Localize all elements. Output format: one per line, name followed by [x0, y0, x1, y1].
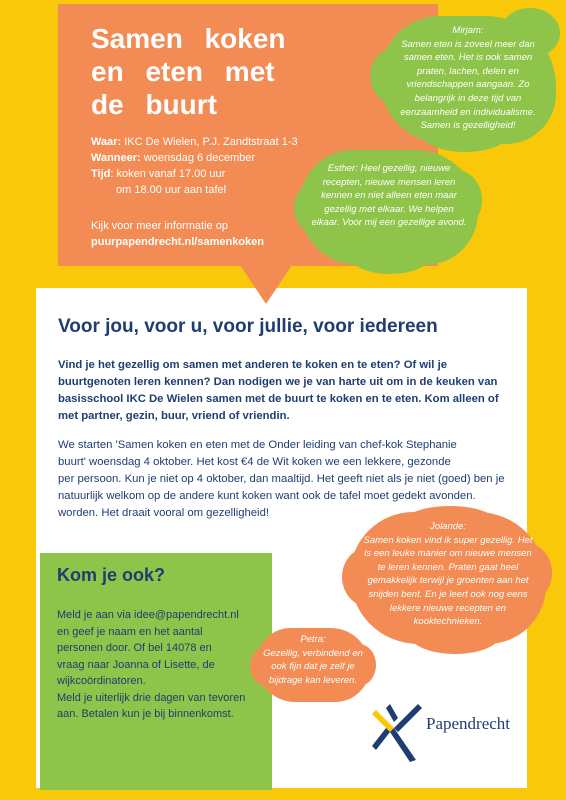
quote-text-jolande: Samen koken vind ik super gezellig. Het is een leuke manier om nieuwe mensen te leren kennen. Praten gaat heel gemakkelijk terwijl je groenten aan het snijden bent. En je leert ook nog eens lekkere nieuwe recepten en kooktechnieken. [363, 534, 533, 628]
join-line: en geef je naam en het aantal [57, 625, 203, 638]
info-link[interactable]: puurpapendrecht.nl/samenkoken [91, 236, 264, 248]
event-title: Samen koken en eten met de buurt [91, 23, 286, 120]
join-line: aan. Betalen kun je bij binnenkomst. [57, 708, 234, 720]
join-text [57, 607, 269, 723]
quote-cloud-jolande [350, 512, 546, 644]
body-line: We starten 'Samen koken en eten met de Onder leiding van chef-kok Stephanie [58, 439, 457, 451]
join-line: Meld je aan via idee@papendrecht.nl [57, 609, 239, 621]
intro-paragraph: Vind je het gezellig om samen met anderen te koken en te eten? Of wil je buurtgenoten leren kennen? Dan nodigen we je van harte uit om in de keuken van basisschool IKC De Wielen samen met de buurt te koken en te eten. Kom alleen of met partner, gezin, buur, vriend of vriendin. [58, 359, 499, 422]
join-line: Meld je uiterlijk drie dagen van tevoren [57, 691, 246, 704]
body-line: buurt' woensdag 4 oktober. Het kost €4 de Wit koken we een lekkere, gezonde [58, 456, 451, 468]
quote-text-mirjam: Samen eten is zoveel meer dan samen eten. Het is ook samen praten, lachen, delen en vriendschappen aangaan. Zo belangrijk in deze tijd van eenzaamheid en individualisme. Samen is gezelligheid! [400, 38, 536, 132]
join-line: personen door. Of bel 14078 en [57, 642, 212, 654]
logo-text: Papendrecht [426, 714, 511, 733]
papendrecht-logo [372, 700, 532, 772]
quote-author-jolande: Jolande: [430, 521, 466, 532]
when-label: Wanneer: [91, 152, 141, 164]
join-line: vraag naar Joanna of Lisette, de [57, 658, 215, 671]
quote-text-petra: Gezellig, verbindend en ook fijn dat je zelf je bijdrage kan leveren. [263, 647, 363, 686]
time-line-2: om 18.00 uur aan tafel [116, 184, 227, 196]
join-line: wijkcoördinatoren. [57, 675, 146, 687]
quote-cloud-mirjam [380, 16, 556, 144]
quote-author-mirjam: Mirjam: [452, 25, 484, 36]
join-box [40, 553, 272, 790]
body-line: worden. Het draait vooral om gezelligheid! [58, 507, 269, 519]
join-heading: Kom je ook? [57, 565, 166, 585]
where-value: IKC De Wielen, P.J. Zandtstraat 1-3 [124, 136, 298, 148]
where-label: Waar: [91, 136, 122, 148]
when-value: woensdag 6 december [143, 152, 256, 164]
main-headline: Voor jou, voor u, voor jullie, voor iedereen [58, 316, 438, 337]
time-line-1: : koken vanaf 17.00 uur [110, 168, 226, 180]
body-line: natuurlijk welkom op de andere kunt koken want ook de tafel moet gedekt avonden. [58, 490, 476, 502]
quote-author-petra: Petra: [300, 634, 326, 645]
speech-pointer [238, 262, 294, 304]
body-line: per persoon. Kun je niet op 4 oktober, dan maaltijd. Het geeft niet als je niet (goed) ben je [58, 473, 505, 485]
papendrecht-emblem-icon [372, 702, 422, 762]
more-info-text: Kijk voor meer informatie op [91, 220, 228, 232]
quote-cloud-petra [256, 628, 370, 702]
quote-cloud-esther [300, 150, 478, 265]
where-row [91, 134, 351, 150]
quote-text-esther: Esther: Heel gezellig, nieuwe recepten, nieuwe mensen leren kennen en niet alleen eten maar gezellig met elkaar. We helpen elkaar. Voor mij een gezellige avond. [311, 163, 467, 229]
time-label: Tijd [91, 168, 111, 180]
